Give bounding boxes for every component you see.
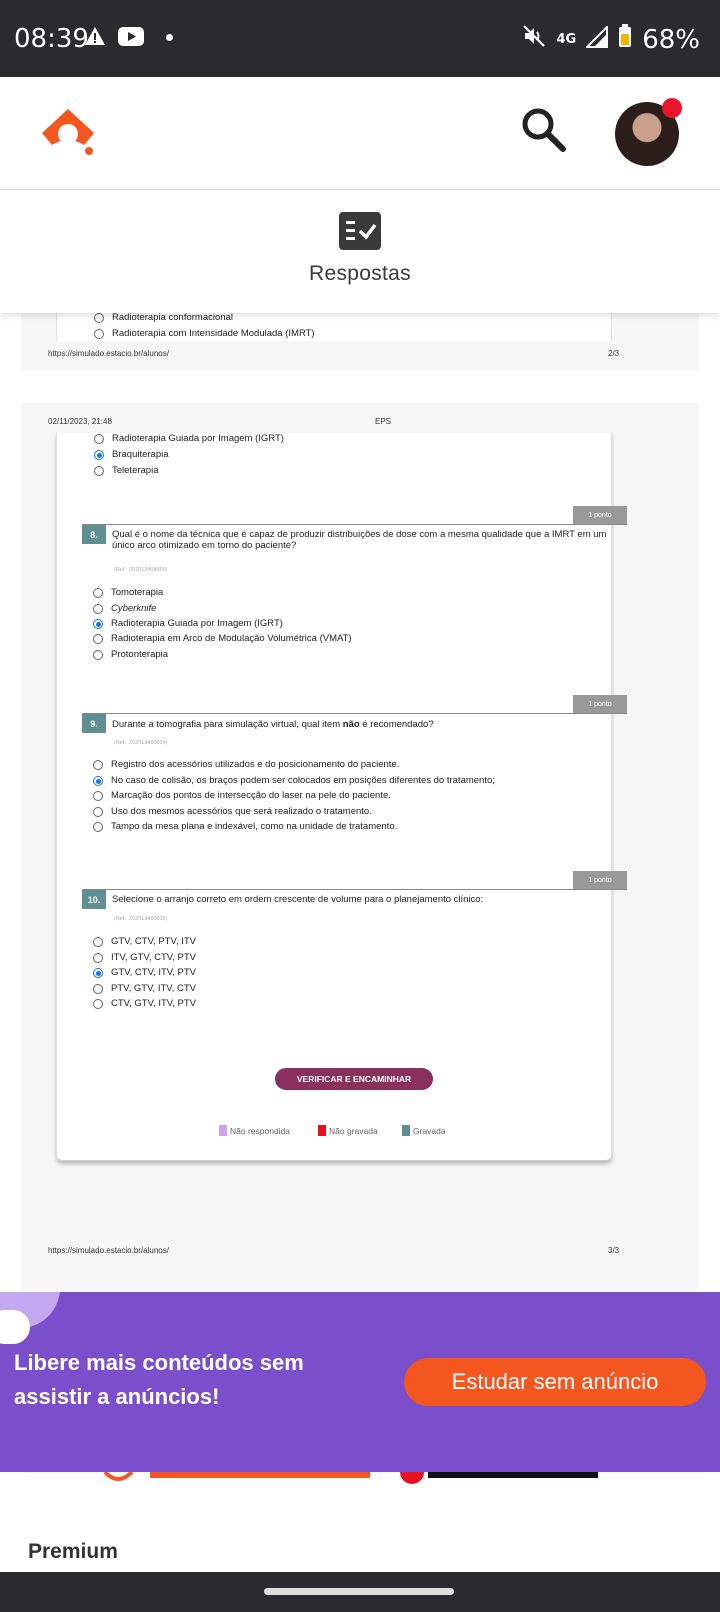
question-ref: (Ref.: 202013460036): [114, 916, 168, 922]
radio-button[interactable]: [94, 329, 104, 339]
option[interactable]: [94, 433, 284, 444]
question-text-bold: não: [342, 719, 360, 730]
option-label: CTV, GTV, ITV, PTV: [111, 998, 197, 1009]
option-label: Uso dos mesmos acessórios que será realizado o tratamento.: [111, 806, 372, 817]
radio-button-selected[interactable]: [93, 776, 103, 786]
legend-swatch: [318, 1125, 326, 1136]
legend-swatch: [219, 1125, 227, 1136]
legend-label: Não gravada: [329, 1125, 378, 1136]
option-label: Radioterapia Guiada por Imagem (IGRT): [112, 433, 284, 444]
radio-button[interactable]: [93, 604, 103, 614]
home-handle[interactable]: [264, 1588, 454, 1595]
youtube-icon: [118, 27, 144, 51]
question-divider: [82, 713, 627, 714]
question-divider: [82, 889, 627, 890]
notification-dot: [662, 98, 682, 118]
legend-label: Não respondida: [230, 1125, 291, 1136]
checklist-icon: [339, 212, 381, 255]
option-label: Cyberknife: [111, 603, 157, 614]
radio-button[interactable]: [93, 937, 103, 947]
page-date: 02/11/2023, 21:48: [48, 417, 112, 426]
system-nav-bar: [0, 1572, 720, 1612]
page-footer-number: 2/3: [608, 349, 620, 358]
logo-icon[interactable]: [40, 107, 96, 162]
option[interactable]: [93, 759, 399, 770]
option[interactable]: [93, 998, 196, 1009]
battery-icon: [618, 24, 632, 55]
option-label: Radioterapia em Arco de Modulação Volumétrica (VMAT): [111, 633, 352, 644]
question-text-part: Durante a tomografia para simulação virtual, qual item: [112, 719, 343, 730]
radio-button-selected[interactable]: [94, 450, 104, 460]
radio-button[interactable]: [93, 650, 103, 660]
option[interactable]: [93, 587, 163, 598]
option-label: Protonterapia: [111, 649, 169, 660]
status-bar: [0, 0, 720, 77]
ad-decoration: [0, 1310, 30, 1344]
question-ref: (Ref.: 202013408955): [114, 567, 168, 573]
status-right: [522, 24, 700, 55]
option-label: GTV, CTV, ITV, PTV: [111, 967, 197, 978]
page-title: Respostas: [309, 262, 411, 285]
question-text: Qual é o nome da técnica que é capaz de produzir distribuições de dose com a mesma qualidade que a IMRT em um único arco otimizado em torno do paciente?: [112, 529, 607, 551]
legend-item: [402, 1125, 446, 1136]
page-2-card: [56, 313, 612, 341]
subheader: [0, 190, 720, 313]
radio-button[interactable]: [94, 466, 104, 476]
legend-label: Gravada: [413, 1125, 446, 1136]
option[interactable]: [93, 806, 372, 817]
question-text: [112, 719, 622, 730]
page-footer-url: https://simulado.estacio.br/alunos/: [48, 349, 169, 358]
option[interactable]: [93, 790, 391, 801]
mute-icon: [522, 24, 546, 55]
legend-item: [219, 1125, 290, 1136]
points-badge: 1 ponto: [573, 506, 627, 524]
battery-percent: 68%: [642, 24, 700, 55]
premium-heading: Premium: [28, 1540, 118, 1563]
question-text-part: é recomendado?: [359, 719, 434, 730]
option[interactable]: [93, 936, 196, 947]
option-label: Tampo da mesa plana e indexável, como na unidade de tratamento.: [111, 821, 398, 832]
radio-button[interactable]: [93, 953, 103, 963]
radio-button[interactable]: [93, 791, 103, 801]
option[interactable]: [93, 775, 495, 786]
option[interactable]: [93, 633, 352, 644]
points-badge: 1 ponto: [573, 871, 627, 889]
option[interactable]: [93, 967, 196, 978]
option-label: PTV, GTV, ITV, CTV: [111, 983, 197, 994]
option[interactable]: [93, 649, 168, 660]
points-badge: 1 ponto: [573, 695, 627, 713]
option-label: Registro dos acessórios utilizados e do posicionamento do paciente.: [111, 759, 400, 770]
radio-button[interactable]: [94, 313, 104, 323]
ad-cta-button[interactable]: Estudar sem anúncio: [404, 1358, 706, 1406]
option-label: No caso de colisão, os braços podem ser colocados em posições diferentes do tratamento;: [111, 775, 495, 786]
option[interactable]: [93, 821, 397, 832]
option[interactable]: [93, 603, 156, 614]
ad-banner[interactable]: [0, 1292, 720, 1472]
radio-button-selected[interactable]: [93, 968, 103, 978]
status-time: 08:39: [14, 24, 89, 54]
radio-button[interactable]: [93, 634, 103, 644]
option[interactable]: [94, 465, 158, 476]
option-label: Teleterapia: [112, 465, 159, 476]
page-footer-url: https://simulado.estacio.br/alunos/: [48, 1246, 169, 1255]
app-header: [0, 77, 720, 190]
question-text: Selecione o arranjo correto em ordem crescente de volume para o planejamento clínico:: [112, 894, 484, 905]
page-header-title: EPS: [375, 417, 392, 426]
radio-button[interactable]: [93, 822, 103, 832]
radio-button-selected[interactable]: [93, 619, 103, 629]
option-label: GTV, CTV, PTV, ITV: [111, 936, 197, 947]
radio-button[interactable]: [93, 588, 103, 598]
option-label: Braquiterapia: [112, 449, 169, 460]
radio-button[interactable]: [93, 807, 103, 817]
partner-logos: [0, 1472, 720, 1492]
question-number: 8.: [82, 525, 106, 544]
radio-button[interactable]: [93, 984, 103, 994]
legend-swatch: [402, 1125, 410, 1136]
question-divider: [82, 524, 627, 525]
question-number: 9.: [82, 714, 106, 733]
search-icon[interactable]: [521, 107, 567, 158]
option[interactable]: [93, 618, 283, 629]
option[interactable]: [93, 983, 196, 994]
option-label: Radioterapia com Intensidade Modulada (IMRT): [112, 328, 315, 339]
radio-button[interactable]: [93, 999, 103, 1009]
question-number: 10.: [82, 890, 106, 909]
option[interactable]: [94, 328, 315, 339]
option-label: Radioterapia conformacional: [112, 313, 233, 323]
ad-text: Libere mais conteúdos sem assistir a anúncios!: [14, 1350, 304, 1409]
submit-button[interactable]: VERIFICAR E ENCAMINHAR: [275, 1068, 433, 1090]
option[interactable]: [94, 449, 169, 460]
pdf-page-2: [21, 313, 699, 370]
option-label: ITV, GTV, CTV, PTV: [111, 952, 197, 963]
option[interactable]: [93, 952, 196, 963]
dot-icon: [166, 34, 173, 41]
option-label: Tomoterapia: [111, 587, 164, 598]
warning-icon: [84, 26, 106, 51]
option-label: Marcação dos pontos de intersecção do laser na pele do paciente.: [111, 790, 391, 801]
option[interactable]: [94, 313, 233, 323]
signal-icon: [586, 25, 608, 55]
option-label: Radioterapia Guiada por Imagem (IGRT): [111, 618, 283, 629]
radio-button[interactable]: [94, 434, 104, 444]
network-label: 4G: [556, 32, 577, 47]
legend-item: [318, 1125, 378, 1136]
radio-button[interactable]: [93, 760, 103, 770]
question-ref: (Ref.: 202013460034): [114, 740, 168, 746]
page-footer-number: 3/3: [608, 1246, 620, 1255]
